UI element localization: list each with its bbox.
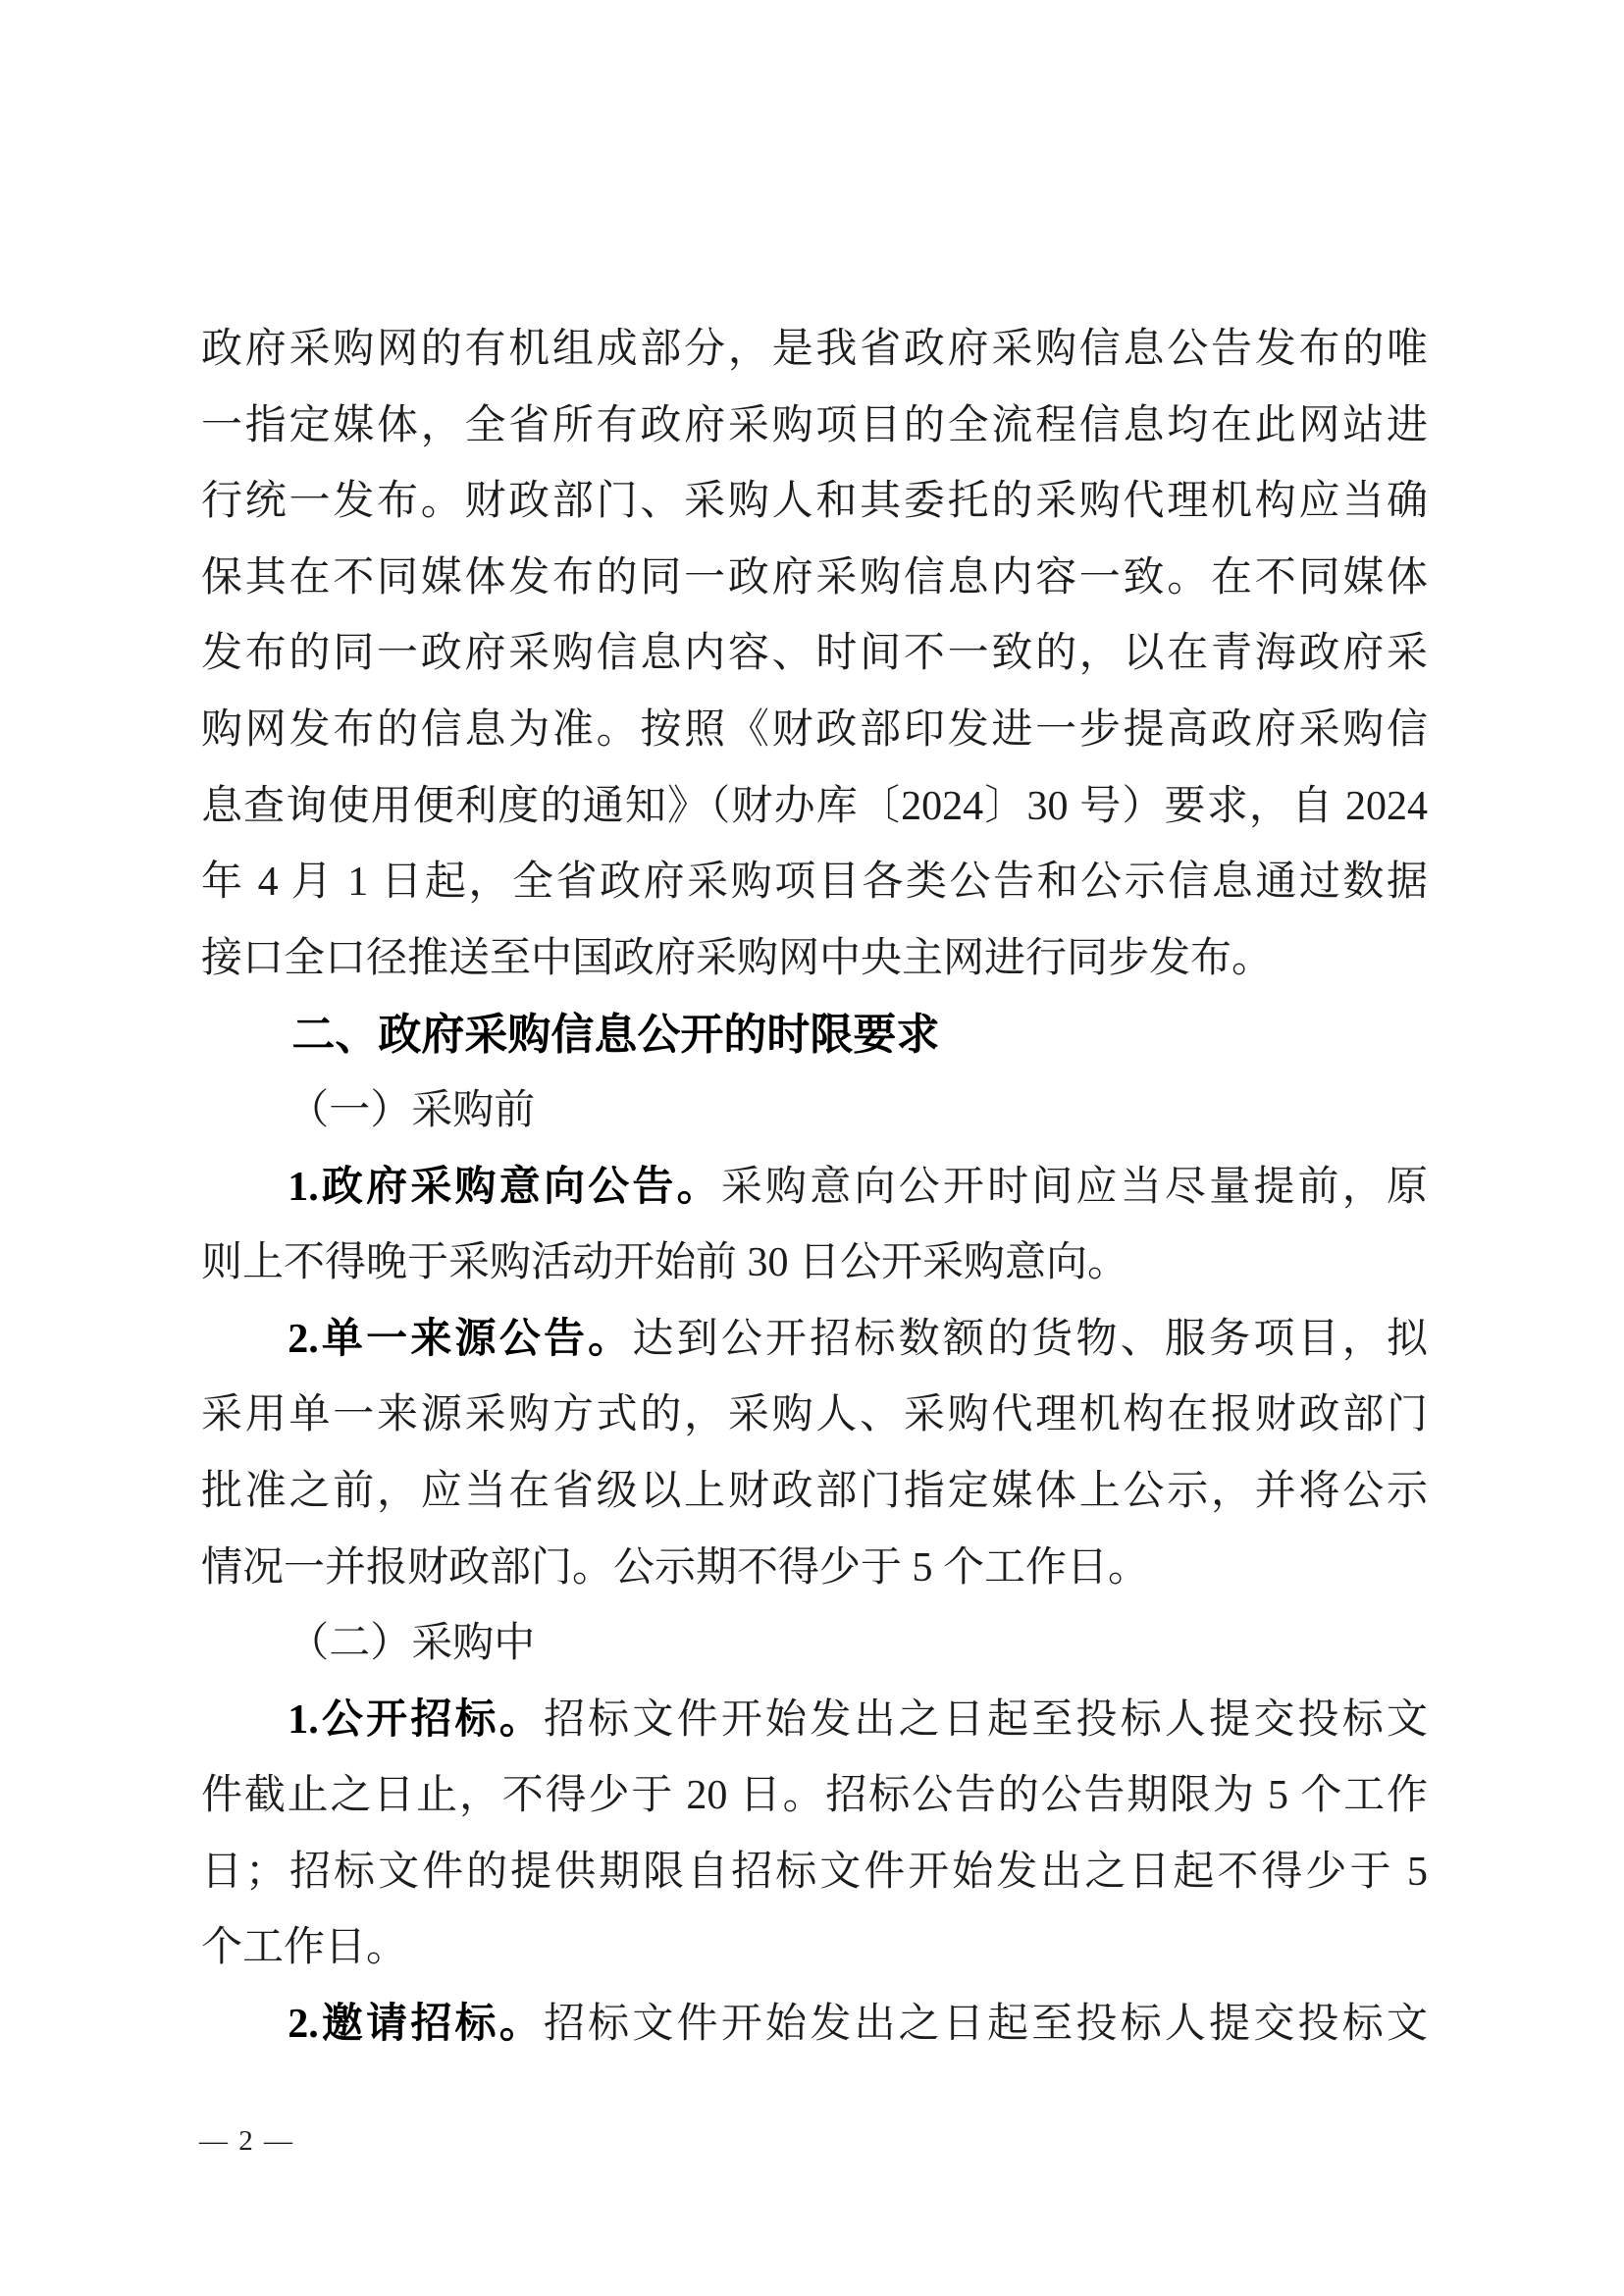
line-text: 则上不得晚于采购活动开始前 30 日公开采购意向。 — [201, 1240, 1129, 1286]
body-line — [201, 1378, 1428, 1454]
line-text: 件截止之日止，不得少于 20 日。招标公告的公告期限为 5 个工作 — [201, 1773, 1428, 1819]
body-line — [201, 312, 1428, 389]
body-line — [201, 464, 1428, 541]
body-line — [201, 1226, 1428, 1302]
body-line — [201, 921, 1428, 998]
body-line — [201, 693, 1428, 769]
body-line — [201, 1987, 1428, 2063]
line-text: 购网发布的信息为准。按照《财政部印发进一步提高政府采购信 — [201, 706, 1428, 753]
line-text: 政府采购网的有机组成部分，是我省政府采购信息公告发布的唯 — [201, 327, 1428, 372]
line-text: （一）采购前 — [288, 1087, 536, 1133]
line-text: 达到公开招标数额的货物、服务项目，拟 — [632, 1316, 1428, 1362]
body-line — [201, 1835, 1428, 1911]
line-text: 批准之前，应当在省级以上财政部门指定媒体上公示，并将公示 — [201, 1468, 1428, 1514]
body-line — [201, 1683, 1428, 1759]
body-line — [201, 845, 1428, 921]
body-line — [201, 1531, 1428, 1607]
body-line — [201, 1302, 1428, 1379]
body-line — [201, 616, 1428, 693]
body-line — [201, 1910, 1428, 1987]
body-line — [201, 541, 1428, 617]
line-text: 接口全口径推送至中国政府采购网中央主网进行同步发布。 — [201, 935, 1274, 981]
line-text: 发布的同一政府采购信息内容、时间不一致的，以在青海政府采 — [201, 631, 1428, 677]
page-number — [199, 2121, 294, 2161]
line-text: 个工作日。 — [201, 1925, 408, 1971]
line-text: 采用单一来源采购方式的，采购人、采购代理机构在报财政部门 — [201, 1392, 1428, 1438]
bold-lead: 2.邀请招标。 — [288, 2002, 544, 2048]
line-text: 一指定媒体，全省所有政府采购项目的全流程信息均在此网站进 — [201, 402, 1428, 448]
page-number-text: — 2 — — [199, 2125, 294, 2157]
line-text: 采购意向公开时间应当尽量提前，原 — [720, 1164, 1428, 1210]
line-text: 年 4 月 1 日起，全省政府采购项目各类公告和公示信息通过数据 — [201, 860, 1428, 906]
subsection-heading — [201, 1073, 1428, 1150]
line-text: 保其在不同媒体发布的同一政府采购信息内容一致。在不同媒体 — [201, 554, 1428, 600]
subsection-heading — [201, 1606, 1428, 1683]
line-text: 日；招标文件的提供期限自招标文件开始发出之日起不得少于 5 — [201, 1849, 1428, 1895]
body-line — [201, 769, 1428, 846]
body-line — [201, 389, 1428, 465]
bold-lead: 1.公开招标。 — [288, 1696, 544, 1743]
line-text: 情况一并报财政部门。公示期不得少于 5 个工作日。 — [201, 1544, 1150, 1591]
line-text: （二）采购中 — [288, 1621, 536, 1667]
line-text: 息查询使用便利度的通知》（财办库〔2024〕30 号）要求，自 2024 — [201, 783, 1428, 829]
line-text: 行统一发布。财政部门、采购人和其委托的采购代理机构应当确 — [201, 479, 1428, 525]
body-line — [201, 1454, 1428, 1531]
line-text: 招标文件开始发出之日起至投标人提交投标文 — [543, 2002, 1428, 2048]
bold-lead: 1.政府采购意向公告。 — [288, 1164, 721, 1210]
section-heading — [201, 997, 1428, 1073]
line-text: 招标文件开始发出之日起至投标人提交投标文 — [543, 1696, 1428, 1743]
body-line — [201, 1758, 1428, 1835]
line-text: 二、政府采购信息公开的时限要求 — [291, 1011, 940, 1060]
bold-lead: 2.单一来源公告。 — [288, 1316, 633, 1362]
document-body — [201, 312, 1428, 2063]
body-line — [201, 1150, 1428, 1226]
